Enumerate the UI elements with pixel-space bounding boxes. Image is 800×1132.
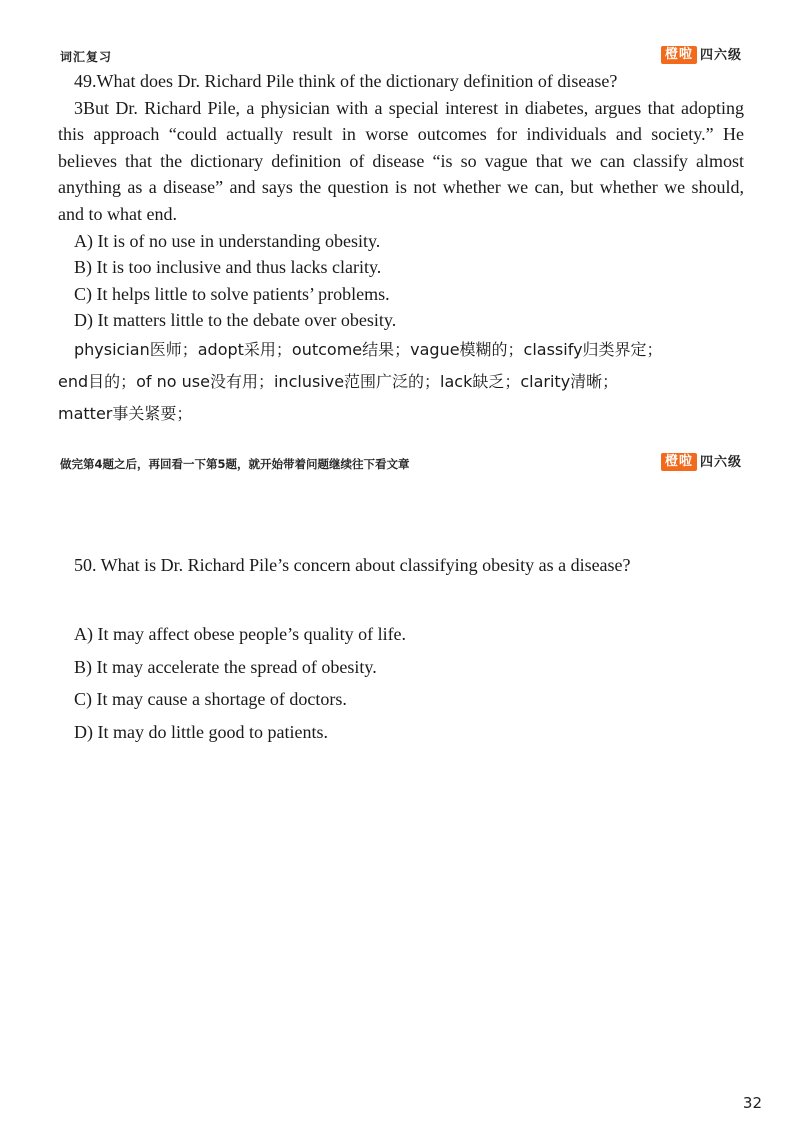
question-49-title: 49.What does Dr. Richard Pile think of the dictionary definition of disease? bbox=[74, 71, 618, 91]
brand-logo: 橙啦 bbox=[661, 46, 697, 64]
question-49-option-a: A) It is of no use in understanding obesity. bbox=[74, 230, 381, 251]
question-50-options bbox=[74, 618, 754, 748]
brand-badge-top bbox=[661, 46, 742, 64]
question-49-option-d: D) It matters little to the debate over obesity. bbox=[74, 310, 397, 331]
question-50-section bbox=[74, 552, 754, 748]
brand-logo: 橙啦 bbox=[661, 453, 697, 471]
vocabulary-line: matter事关紧要； bbox=[58, 404, 193, 423]
question-50-option-d: D) It may do little good to patients. bbox=[74, 721, 328, 742]
instruction-note: 做完第4题之后，再回看一下第5题，就开始带着问题继续往下看文章 bbox=[60, 457, 410, 471]
brand-level: 四六级 bbox=[699, 47, 742, 63]
section-label: 词汇复习 bbox=[60, 50, 113, 64]
question-50-option-b: B) It may accelerate the spread of obesity. bbox=[74, 656, 377, 677]
question-49-option-c: C) It helps little to solve patients’ problems. bbox=[74, 283, 390, 304]
page-number: 32 bbox=[742, 1094, 762, 1112]
brand-level: 四六级 bbox=[699, 454, 742, 470]
passage-paragraph: 3But Dr. Richard Pile, a physician with a special interest in diabetes, argues that adopting this approach “could actually result in worse outcomes for individuals and society.” He believes that the dictionary definition of disease “is so vague that we can classify almost anything as a disease” and says the question is not whether we can, but whether we should, and to what end. bbox=[58, 97, 744, 224]
brand-badge-mid bbox=[661, 453, 742, 471]
vocabulary-line: physician医师；adopt采用；outcome结果；vague模糊的；classify归类界定； bbox=[74, 340, 663, 359]
question-49-section bbox=[58, 68, 744, 334]
question-50-option-a: A) It may affect obese people’s quality of life. bbox=[74, 624, 407, 644]
question-49-option-b: B) It is too inclusive and thus lacks clarity. bbox=[74, 257, 382, 278]
question-50-title: 50. What is Dr. Richard Pile’s concern about classifying obesity as a disease? bbox=[74, 555, 631, 575]
vocabulary-line: end目的；of no use没有用；inclusive范围广泛的；lack缺乏；clarity清晰； bbox=[58, 372, 619, 391]
question-50-option-c: C) It may cause a shortage of doctors. bbox=[74, 689, 347, 709]
vocabulary-notes bbox=[58, 334, 748, 430]
